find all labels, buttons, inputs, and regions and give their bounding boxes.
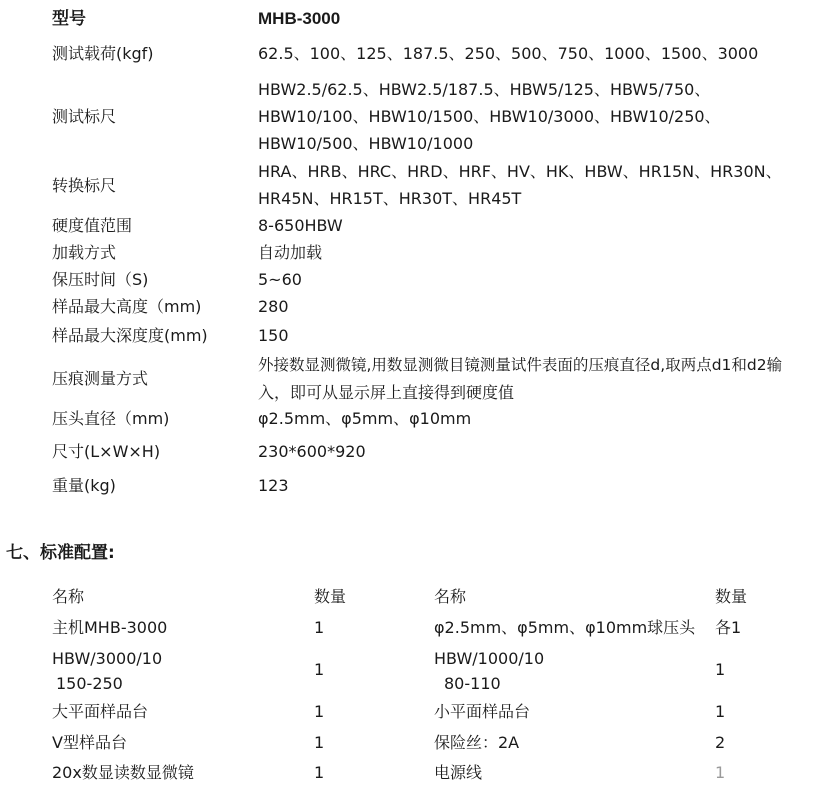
section-title: 七、标准配置: xyxy=(6,543,115,563)
spec-label: 尺寸(L×W×H) xyxy=(52,442,161,461)
config-header-qty: 数量 xyxy=(314,587,347,606)
spec-label: 硬度值范围 xyxy=(52,216,133,235)
spec-value xyxy=(258,76,828,157)
config-item-qty: 1 xyxy=(314,733,325,752)
config-item-name: φ2.5mm、φ5mm、φ10mm球压头 xyxy=(434,618,696,637)
config-item-qty: 1 xyxy=(314,702,325,721)
spec-value: 5~60 xyxy=(258,270,302,289)
config-item-name: 保险丝：2A xyxy=(434,733,520,752)
spec-label: 测试载荷(kgf) xyxy=(52,44,154,63)
spec-value: 自动加载 xyxy=(258,243,323,262)
config-item-qty: 1 xyxy=(715,763,726,782)
config-item-qty: 1 xyxy=(314,763,325,782)
config-header-qty: 数量 xyxy=(715,587,748,606)
spec-value: 150 xyxy=(258,326,289,345)
config-item-qty: 1 xyxy=(715,660,726,679)
config-item-qty: 1 xyxy=(314,660,325,679)
spec-value: φ2.5mm、φ5mm、φ10mm xyxy=(258,409,472,428)
config-header-name: 名称 xyxy=(52,587,85,606)
spec-value-line: 入，即可从显示屏上直接得到硬度值 xyxy=(258,383,515,402)
config-item-name: 电源线 xyxy=(434,763,483,782)
spec-value: MHB-3000 xyxy=(258,9,341,28)
spec-value-line: HR45N、HR15T、HR30T、HR45T xyxy=(258,189,522,208)
config-header-name: 名称 xyxy=(434,587,467,606)
spec-value-line: 外接数显测微镜,用数显测微目镜测量试件表面的压痕直径d,取两点d1和d2输 xyxy=(258,356,783,374)
spec-value: 280 xyxy=(258,297,289,316)
config-item-qty: 2 xyxy=(715,733,726,752)
config-item-name-line: 150-250 xyxy=(56,674,123,693)
config-item-name xyxy=(434,646,544,696)
spec-value: 230*600*920 xyxy=(258,442,366,461)
spec-value-line: HBW10/100、HBW10/1500、HBW10/3000、HBW10/250、 xyxy=(258,107,721,126)
spec-value-line: HRA、HRB、HRC、HRD、HRF、HV、HK、HBW、HR15N、HR30N、 xyxy=(258,162,782,181)
spec-label: 压痕测量方式 xyxy=(52,369,149,388)
spec-value xyxy=(258,158,828,212)
spec-value: 8-650HBW xyxy=(258,216,343,235)
config-item-name xyxy=(52,646,162,696)
spec-value xyxy=(258,352,828,406)
spec-label: 转换标尺 xyxy=(52,176,117,195)
config-item-qty: 各1 xyxy=(715,618,742,637)
spec-label: 保压时间（S) xyxy=(52,270,149,289)
config-item-name-line: HBW/3000/10 xyxy=(52,649,163,668)
config-item-name-line: HBW/1000/10 xyxy=(434,649,545,668)
config-item-qty: 1 xyxy=(314,618,325,637)
spec-value: 123 xyxy=(258,476,289,495)
config-item-name: 小平面样品台 xyxy=(434,702,531,721)
spec-label: 测试标尺 xyxy=(52,107,117,126)
config-item-name-line: 80-110 xyxy=(444,674,501,693)
spec-value-line: HBW2.5/62.5、HBW2.5/187.5、HBW5/125、HBW5/750、 xyxy=(258,80,711,99)
spec-label: 重量(kg) xyxy=(52,476,116,495)
config-item-name: 20x数显读数显微镜 xyxy=(52,763,194,782)
spec-label: 加载方式 xyxy=(52,243,117,262)
spec-label: 样品最大深度度(mm) xyxy=(52,326,208,345)
config-item-qty: 1 xyxy=(715,702,726,721)
config-item-name: 大平面样品台 xyxy=(52,702,149,721)
config-item-name: V型样品台 xyxy=(52,733,127,752)
spec-label: 压头直径（mm) xyxy=(52,409,170,428)
config-item-name: 主机MHB-3000 xyxy=(52,618,168,637)
spec-value-line: HBW10/500、HBW10/1000 xyxy=(258,134,474,153)
spec-value: 62.5、100、125、187.5、250、500、750、1000、1500、3000 xyxy=(258,44,759,63)
spec-label: 样品最大高度（mm) xyxy=(52,297,202,316)
spec-label: 型号 xyxy=(52,9,86,28)
